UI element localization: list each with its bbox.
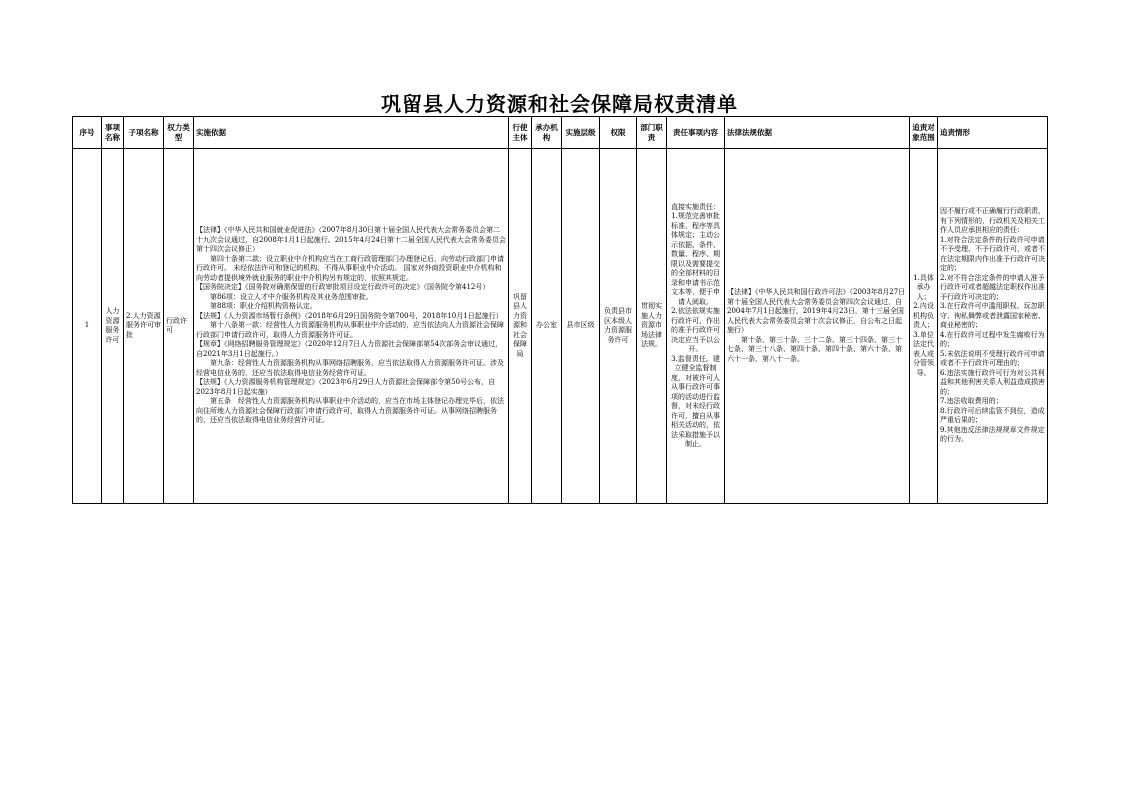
cell-responsibility — [667, 149, 725, 504]
cell-item-name: 人力资源服务许可 — [102, 149, 124, 504]
header-law-basis: 法律法规依据 — [725, 117, 910, 149]
table-row — [73, 149, 1048, 504]
cell-authority: 负责县市区本级人力资源服务许可 — [600, 149, 637, 504]
responsibility-text: 直接实施责任： 1.规范完善审批标准、程序等具体规定；主动公示依据、条件、数量、程序、期限以及需要提交的全部材料的目录和申请书示范文本等，便于申请人阅取。 2.依法依规实施行政许可，作出的准予行政许可决定应当予以公开。 3.监督责任。建立健全监督制度，对被许可人从事行政许可事项的活动进行监督，对未经行政许可，擅自从事相关活动的，依法采取措施予以制止。 — [671, 202, 720, 448]
cell-scope — [910, 149, 938, 504]
header-dept-duty: 部门职责 — [637, 117, 667, 149]
law-basis-line: 【法律】《中华人民共和国行政许可法》（2003年8月27日第十届全国人民代表大会常务委员会第四次会议通过，自2004年7月1日起施行，2019年4月23日，第十三届全国人民代表大会常务委员会第十次会议修正，自公布之日起施行） — [727, 288, 906, 334]
document-title: 巩留县人力资源和社会保障局权责清单 — [381, 92, 738, 116]
header-circumstances: 追责情形 — [938, 117, 1048, 149]
header-scope: 追责对象范围 — [910, 117, 938, 149]
cell-power-type: 行政许可 — [164, 149, 194, 504]
circumstances-text: 因不履行或不正确履行行政职责，有下列情形的，行政机关及相关工作人员应承担相应的责任： 1.对符合法定条件的行政许可申请不予受理、不予行政许可，或者不在法定期限内作出准予行政许可决定的； 2.对不符合法定条件的申请人准予行政许可或者超越法定职权作出准予行政许可决定的； 3.在行政许可中滥用职权、玩忽职守、徇私舞弊或者泄露国家秘密、商业秘密的； 4.在行政许可过程中发生腐败行为的； 5.未依法说明不受理行政许可申请或者不予行政许可理由的； 6.违法实施行政许可行为对公共利益和其他利害关系人利益造成损害的； 7.违法收取费用的； 8.行政许可后续监管不到位，造成严重后果的； 9.其他违反法律法规规章文件规定的行为。 — [940, 207, 1045, 444]
responsibility-table — [72, 116, 1048, 504]
basis-line: 【法律】《中华人民共和国就业促进法》（2007年8月30日第十届全国人民代表大会常务委员会第二十九次会议通过，自2008年1月1日起施行。2015年4月24日第十二届全国人民代表大会常务委员会第十四次会议修正） — [196, 226, 506, 254]
cell-sub-item: 2.人力资源服务许可审批 — [124, 149, 164, 504]
header-undertaker: 承办机构 — [532, 117, 562, 149]
cell-basis — [194, 149, 509, 504]
header-subject: 行使主体 — [509, 117, 532, 149]
header-sub-item: 子项名称 — [124, 117, 164, 149]
header-basis: 实施依据 — [194, 117, 509, 149]
basis-line: 【国务院决定】《国务院对确需保留的行政审批项目设定行政许可的决定》（国务院令第412号） — [196, 283, 490, 292]
header-seq: 序号 — [73, 117, 102, 149]
header-level: 实施层级 — [562, 117, 600, 149]
basis-line: 第四十条第二款：设立职业中介机构应当在工商行政管理部门办理登记后，向劳动行政部门申请行政许可。 未经依法许可和登记的机构，不得从事职业中介活动。 国家对外商投资职业中介机构和向劳动者提供境外就业服务的职业中介机构另有规定的，依照其规定。 — [196, 254, 504, 282]
header-authority: 权限 — [600, 117, 637, 149]
basis-line: 【法规】《人力资源市场暂行条例》（2018年6月29日国务院令第700号，2018年10月1日起施行） — [196, 311, 503, 320]
basis-line: 第88项：职业介绍机构资格认定。 — [210, 302, 317, 311]
basis-line: 第五条 经营性人力资源服务机构从事职业中介活动的，应当在市场主体登记办理完毕后，依法向住所地人力资源社会保障行政部门申请行政许可，取得人力资源服务许可证。从事网络招聘服务的，还应当依法取得电信业务经营许可证。 — [196, 397, 504, 425]
basis-line: 第九条：经营性人力资源服务机构从事网络招聘服务，应当依法取得人力资源服务许可证。涉及经营电信业务的，还应当依法取得电信业务经营许可证。 — [196, 359, 504, 377]
law-basis-line: 第十条、第三十条、三十二条、第三十四条、第三十七条、第三十八条、第四十条、第四十条、第六十条、第六十一条、第八十一条。 — [727, 335, 902, 363]
header-responsibility: 责任事项内容 — [667, 117, 725, 149]
basis-line: 【法规】《人力资源服务机构管理规定》（2023年6月29日人力资源社会保障部令第50号公布，自2023年8月1日起实施） — [196, 378, 496, 396]
header-item-name: 事项名称 — [102, 117, 124, 149]
basis-line: 第十八条第一款：经营性人力资源服务机构从事职业中介活动的，应当依法向人力资源社会保障行政部门申请行政许可，取得人力资源服务许可证。 — [196, 321, 504, 339]
cell-circumstances — [938, 149, 1048, 504]
cell-seq: 1 — [73, 149, 102, 504]
scope-text: 1.具体承办人； 2.内设机构负责人； 3.单位法定代表人或分管领导。 — [913, 273, 934, 377]
basis-line: 【规章】《网络招聘服务管理规定》（2020年12月7日人力资源社会保障部第54次部务会审议通过，自2021年3月1日起施行。） — [196, 340, 503, 358]
cell-law-basis — [725, 149, 910, 504]
cell-subject: 巩留县人力资源和社会保障局 — [509, 149, 532, 504]
cell-level: 县市区级 — [562, 149, 600, 504]
basis-line: 第86项：设立人才中介服务机构及其业务范围审批。 — [210, 292, 373, 301]
header-power-type: 权力类型 — [164, 117, 194, 149]
cell-undertaker: 办公室 — [532, 149, 562, 504]
header-row — [73, 117, 1048, 149]
cell-dept-duty: 贯彻实施人力资源市场法律法规。 — [637, 149, 667, 504]
